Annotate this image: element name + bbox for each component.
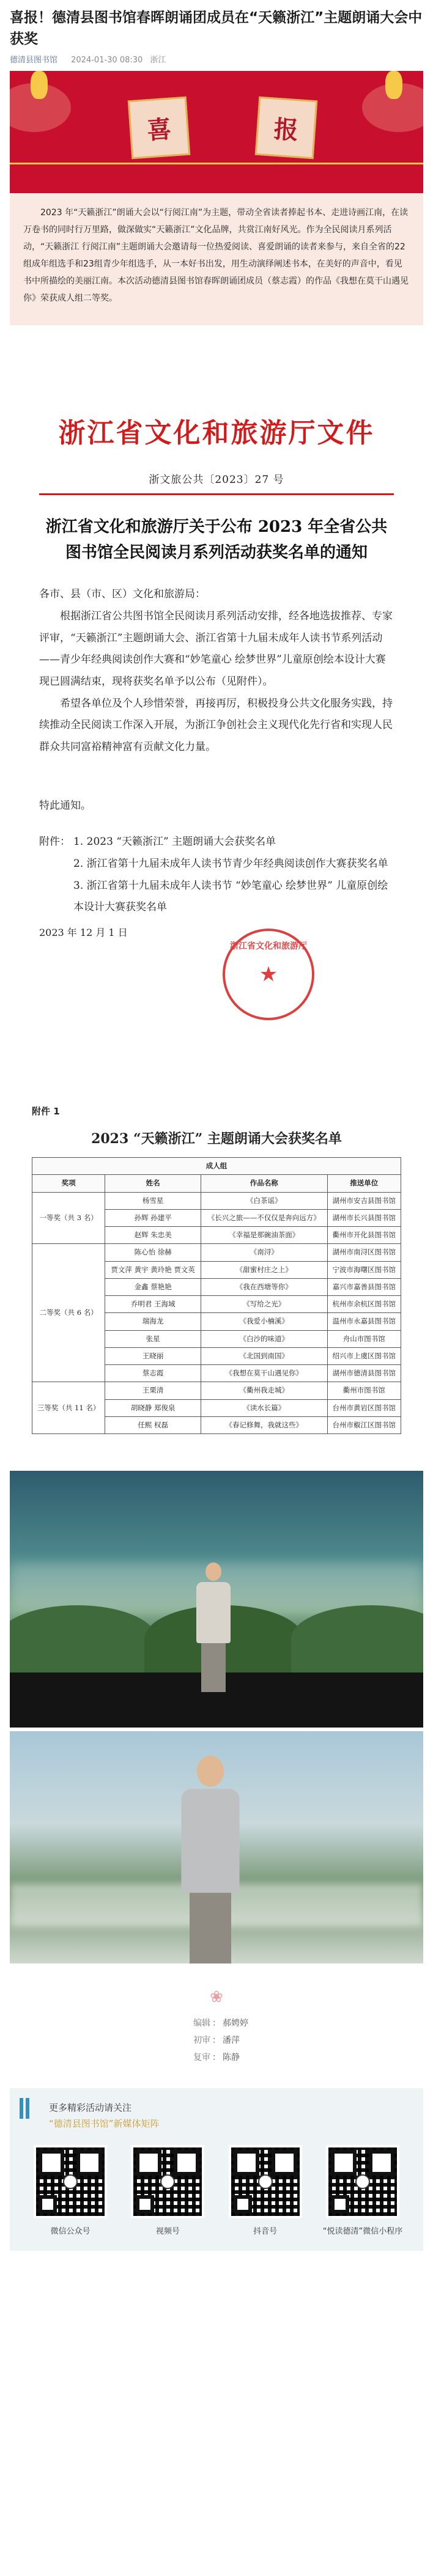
name-cell: 王栗清 [105, 1382, 201, 1399]
attachment-item: 1. 2023 “天籁浙江” 主题朗诵大会获奖名单 [73, 836, 276, 848]
annex-label: 附件 1 [32, 1106, 60, 1117]
attachments-label: 附件： [39, 836, 70, 848]
document-paragraph: 希望各单位及个人珍惜荣誉，再接再厉，积极投身公共文化服务实践，持续推动全民阅读工作深入开展，为浙江争创社会主义现代化先行省和实现人民群众共同富裕精神富有贡献文化力量。 [39, 697, 393, 753]
name-cell: 赵辉 朱忠美 [105, 1227, 201, 1244]
column-header: 奖项 [32, 1175, 105, 1192]
accent-bar [20, 2098, 23, 2119]
unit-cell: 衢州市开化县图书馆 [327, 1227, 401, 1244]
unit-cell: 湖州市南浔区图书馆 [327, 1244, 401, 1261]
qr-code-icon[interactable] [34, 2145, 107, 2218]
flower-divider-icon: ❀ [210, 1988, 223, 2007]
unit-cell: 温州市永嘉县图书馆 [327, 1313, 401, 1330]
work-cell: 《南浔》 [201, 1244, 328, 1261]
qr-code-icon[interactable] [326, 2145, 399, 2218]
name-cell: 瑞海龙 [105, 1313, 201, 1330]
name-cell: 张星 [105, 1330, 201, 1347]
prize-cell: 一等奖（共 3 名） [32, 1192, 105, 1244]
column-header: 姓名 [105, 1175, 201, 1192]
name-cell: 陈心怡 徐赫 [105, 1244, 201, 1261]
unit-cell: 湖州市德清县图书馆 [327, 1365, 401, 1382]
lantern-icon [385, 71, 402, 99]
work-cell: 《我想在莫干山遇见你》 [201, 1365, 328, 1382]
credit-label: 复审 [193, 2053, 210, 2063]
qr-item[interactable] [24, 2145, 116, 2236]
prize-cell: 三等奖（共 11 名） [32, 1382, 105, 1434]
qr-caption: 微信公众号 [50, 2227, 91, 2237]
article-location: 浙江 [150, 56, 166, 65]
table-row [32, 1382, 401, 1399]
document-salutation: 各市、县（市、区）文化和旅游局： [39, 588, 205, 601]
unit-cell: 台州市椒江区图书馆 [327, 1416, 401, 1433]
unit-cell: 嘉兴市嘉善县图书馆 [327, 1278, 401, 1295]
table-group-header: 成人组 [32, 1158, 401, 1175]
awards-table [32, 1157, 401, 1434]
unit-cell: 衢州市图书馆 [327, 1382, 401, 1399]
awards-table-page [10, 1090, 423, 1459]
awards-table-title: 2023 “天籁浙江” 主题朗诵大会获奖名单 [91, 1131, 342, 1147]
qr-caption: 抖音号 [253, 2227, 278, 2237]
seal-area [39, 925, 394, 1041]
name-cell: 任熙 权磊 [105, 1416, 201, 1433]
seal-text: 浙江省文化和旅游厅 [230, 941, 307, 952]
article-datetime: 2024-01-30 08:30 [71, 56, 143, 65]
article-meta [0, 53, 433, 71]
name-cell: 贾文萍 黄宇 黄玲艳 贾文英 [105, 1261, 201, 1278]
document-paragraph: 根据浙江省公共图书馆全民阅读月系列活动安排，经各地选拔推荐、专家评审，“天籁浙江”主题朗诵大会、浙江省第十九届未成年人读书节系列活动——青少年经典阅读创作大赛和“妙笔童心 绘梦世界”儿童原创绘本设计大赛现已圆满结束，现将获奖名单予以公布（见附件）。 [39, 609, 393, 688]
unit-cell: 宁波市海曙区图书馆 [327, 1261, 401, 1278]
qr-caption: “悦读德清”微信小程序 [322, 2227, 403, 2237]
name-cell: 胡晓静 郑俊泉 [105, 1399, 201, 1416]
notice-paragraph: 2023 年“天籁浙江”朗诵大会以“行阅江南”为主题，带动全省读者捧起书本、走进诗画江南，在读万卷书的同时行万里路，做深做实“天籁浙江”文化品牌，共赏江南好风光。作为全民阅读月系列活动，“天籁浙江 行阅江南”主题朗诵大会邀请每一位热爱阅读、喜爱朗诵的读者来参与，来自全省的22组成年组选手和23组青少年组选手，从一本好书出发，用生动演绎阐述书本，在美好的声音中，看见书中所描绘的美丽江南。本次活动德清县图书馆春晖朗诵团成员（蔡志霞）的作品《我想在莫干山遇见你》荣获成人组二等奖。 [10, 193, 423, 325]
work-cell: 《长兴之旅——不仅仅是奔向远方》 [201, 1209, 328, 1226]
unit-cell: 湖州市安吉县图书馆 [327, 1192, 401, 1209]
credit-value: 陈静 [223, 2053, 240, 2063]
lantern-icon [31, 71, 48, 99]
unit-cell: 台州市黄岩区图书馆 [327, 1399, 401, 1416]
work-cell: 《甜蜜村庄之上》 [201, 1261, 328, 1278]
name-cell: 蔡志霞 [105, 1365, 201, 1382]
name-cell: 乔明君 王海域 [105, 1296, 201, 1313]
prize-cell: 二等奖（共 6 名） [32, 1244, 105, 1382]
star-icon: ★ [259, 962, 278, 987]
work-cell: 《我爱小楠溪》 [201, 1313, 328, 1330]
official-seal-stamp [223, 929, 314, 1020]
column-header: 作品名称 [201, 1175, 328, 1192]
banner-char-bao: 报 [255, 97, 317, 159]
qr-item[interactable] [122, 2145, 213, 2236]
qr-item[interactable] [220, 2145, 311, 2236]
work-cell: 《幸福是那碗油茶面》 [201, 1227, 328, 1244]
document-body [39, 584, 394, 759]
article-title: 喜报！德清县图书馆春晖朗诵团成员在“天籁浙江”主题朗诵大会中获奖 [10, 10, 423, 47]
table-row [32, 1244, 401, 1261]
document-date: 2023 年 12 月 1 日 [39, 927, 128, 939]
qr-caption: 视频号 [155, 2227, 180, 2237]
document-title: 浙江省文化和旅游厅关于公布 2023 年全省公共图书馆全民阅读月系列活动获奖名单的通知 [45, 518, 388, 562]
credit-label: 编辑 [193, 2018, 210, 2029]
official-document [10, 325, 423, 1065]
qr-code-icon[interactable] [131, 2145, 204, 2218]
work-cell: 《我在西塘等你》 [201, 1278, 328, 1295]
banner-char-xi: 喜 [128, 97, 190, 159]
unit-cell: 绍兴市上虞区图书馆 [327, 1347, 401, 1364]
stage-performance-photo [10, 1471, 423, 1728]
qr-item[interactable] [317, 2145, 409, 2236]
document-red-rule [39, 493, 394, 495]
name-cell: 王晓丽 [105, 1347, 201, 1364]
name-cell: 金鑫 蔡艳艳 [105, 1278, 201, 1295]
follow-line: 更多精彩活动请关注 [49, 2102, 132, 2114]
follow-us-box [10, 2088, 423, 2251]
qr-code-icon[interactable] [229, 2145, 302, 2218]
credit-value: 潘萍 [223, 2036, 240, 2046]
performer-closeup-photo [10, 1731, 423, 1963]
column-header: 推送单位 [327, 1175, 401, 1192]
document-closing: 特此通知。 [39, 799, 91, 812]
unit-cell: 湖州市长兴县图书馆 [327, 1209, 401, 1226]
accent-bar [26, 2098, 29, 2119]
work-cell: 《读水长篇》 [201, 1399, 328, 1416]
attachment-item: 3. 浙江省第十九届未成年人读书节 “妙笔童心 绘梦世界” 儿童原创绘本设计大赛获奖名单 [73, 879, 388, 914]
work-cell: 《白沙的味道》 [201, 1330, 328, 1347]
document-number: 浙文旅公共〔2023〕27 号 [149, 474, 284, 486]
unit-cell: 舟山市图书馆 [327, 1330, 401, 1347]
work-cell: 《白茶谣》 [201, 1192, 328, 1209]
work-cell: 《北国到南国》 [201, 1347, 328, 1364]
document-header: 浙江省文化和旅游厅文件 [58, 418, 375, 449]
table-row [32, 1192, 401, 1209]
work-cell: 《写给之光》 [201, 1296, 328, 1313]
banner-divider [10, 163, 423, 164]
performer-figure [181, 1756, 239, 1963]
name-cell: 杨雪星 [105, 1192, 201, 1209]
work-cell: 《春记修舞，我就这些》 [201, 1416, 328, 1433]
follow-line-highlight: “德清县图书馆”新媒体矩阵 [49, 2118, 160, 2129]
performer-figure [196, 1562, 231, 1692]
work-cell: 《衢州我走城》 [201, 1382, 328, 1399]
article-author-link[interactable]: 德清县图书馆 [10, 56, 58, 65]
document-attachments [39, 831, 394, 919]
qr-code-row [22, 2145, 411, 2236]
credits: 编辑 ： 郝娉婷 初审 ： 潘萍 复审 ： 陈静 [0, 2015, 433, 2066]
credit-label: 初审 [193, 2036, 210, 2046]
credit-value: 郝娉婷 [223, 2018, 248, 2029]
unit-cell: 杭州市余杭区图书馆 [327, 1296, 401, 1313]
attachment-item: 2. 浙江省第十九届未成年人读书节青少年经典阅读创作大赛获奖名单 [73, 858, 388, 870]
good-news-banner [10, 71, 423, 193]
name-cell: 孙辉 孙建平 [105, 1209, 201, 1226]
